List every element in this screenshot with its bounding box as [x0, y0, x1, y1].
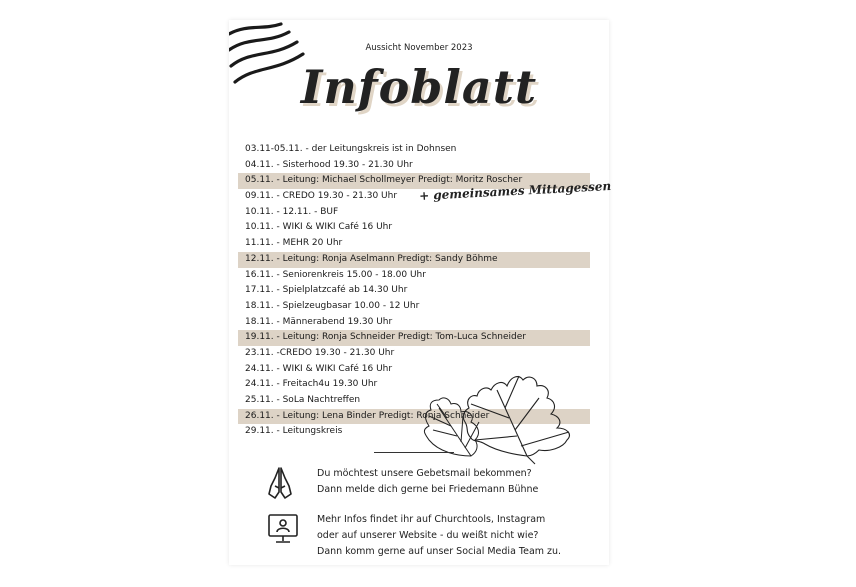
praying-hands-icon — [267, 466, 293, 500]
event-row: 24.11. - WIKI & WIKI Café 16 Uhr — [245, 363, 393, 374]
event-row: 10.11. - WIKI & WIKI Café 16 Uhr — [245, 222, 393, 233]
prayer-mail-info — [267, 466, 597, 502]
event-row: 10.11. - 12.11. - BUF — [245, 206, 339, 217]
divider-line — [374, 452, 454, 453]
social-line-3: Dann komm gerne auf unser Social Media Team zu. — [317, 546, 562, 557]
event-row: 25.11. - SoLa Nachtreffen — [245, 395, 361, 405]
lunch-note: + gemeinsames Mittagessen — [418, 178, 612, 204]
service-row: 12.11. - Leitung: Ronja Aselmann Predigt: Sandy Böhme — [238, 252, 590, 268]
event-row: 17.11. - Spielplatzcafé ab 14.30 Uhr — [245, 285, 408, 296]
event-row: 23.11. -CREDO 19.30 - 21.30 Uhr — [245, 347, 395, 358]
page-title: Infoblatt — [300, 60, 538, 114]
event-row: 09.11. - CREDO 19.30 - 21.30 Uhr — [245, 191, 398, 202]
event-row: 11.11. - MEHR 20 Uhr — [245, 238, 343, 249]
event-row: 18.11. - Männerabend 19.30 Uhr — [245, 316, 393, 327]
event-row: 29.11. - Leitungskreis — [245, 426, 343, 437]
computer-user-icon — [267, 512, 299, 546]
social-line-1: Mehr Infos findet ihr auf Churchtools, Instagram — [317, 514, 546, 525]
event-row: 04.11. - Sisterhood 19.30 - 21.30 Uhr — [245, 159, 413, 170]
large-leaf-icon — [463, 376, 569, 464]
prayer-line-1: Du möchtest unsere Gebetsmail bekommen? — [317, 468, 532, 479]
event-row: 18.11. - Spielzeugbasar 10.00 - 12 Uhr — [245, 300, 420, 311]
small-leaf-icon — [424, 398, 479, 456]
social-line-2: oder auf unserer Website - du weißt nicht wie? — [317, 530, 539, 541]
autumn-leaves-illustration — [399, 360, 599, 470]
event-row: 24.11. - Freitach4u 19.30 Uhr — [245, 379, 378, 390]
event-row: 03.11-05.11. - der Leitungskreis ist in Dohnsen — [245, 144, 457, 154]
service-row: 19.11. - Leitung: Ronja Schneider Predigt: Tom-Luca Schneider — [238, 330, 590, 346]
service-row: 05.11. - Leitung: Michael Schollmeyer Predigt: Moritz Roscher — [238, 173, 590, 189]
event-row: 16.11. - Seniorenkreis 15.00 - 18.00 Uhr — [245, 269, 426, 280]
info-sheet — [229, 20, 612, 565]
service-row: 26.11. - Leitung: Lena Binder Predigt: Ronja Schneider — [238, 409, 590, 425]
social-media-info — [267, 512, 597, 562]
prayer-line-2: Dann melde dich gerne bei Friedemann Bühne — [317, 484, 539, 495]
subtitle: Aussicht November 2023 — [365, 43, 473, 53]
